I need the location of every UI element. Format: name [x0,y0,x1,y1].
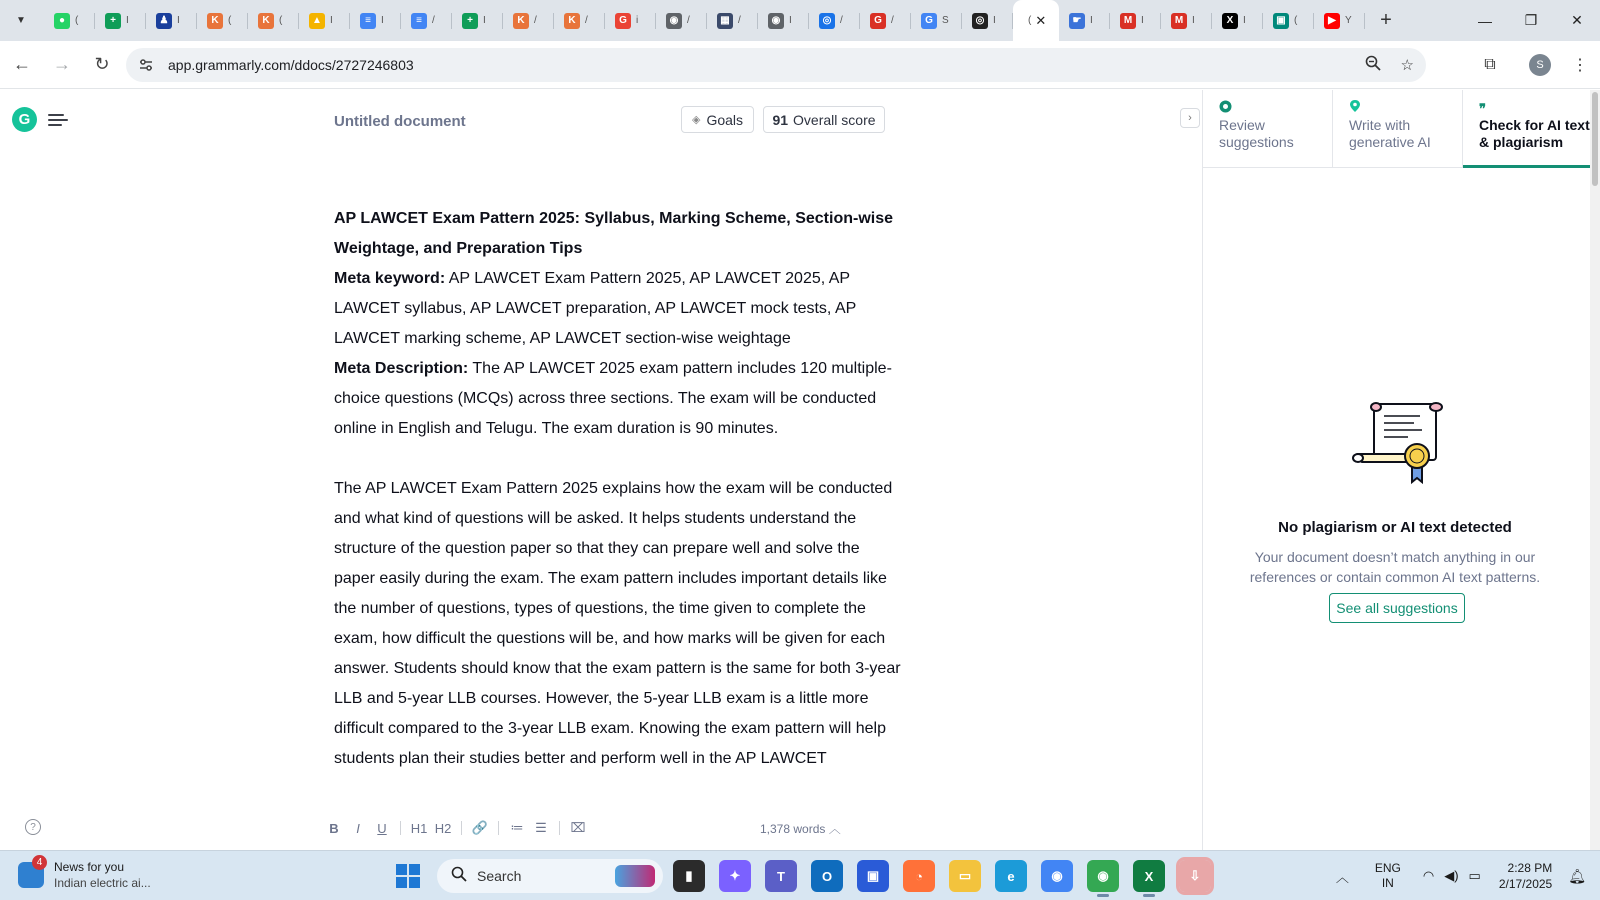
gmail-icon: M [1171,13,1187,29]
panel-tabs [1203,90,1600,168]
tab-title-fragment: / [687,15,690,26]
meta-description-paragraph [334,354,904,444]
address-bar[interactable] [126,48,1426,82]
docs-icon: ≡ [360,13,376,29]
battery-icon: ▭ [1468,868,1481,883]
sheets-icon: + [105,13,121,29]
browser-tab-5[interactable] [299,0,350,41]
meta-description-text: The AP LAWCET 2025 exam pattern includes 120 multiple-choice questions (MCQs) across three sections. The exam will be conducted online in English and Telugu. The exam duration is 90 minutes. [334,360,892,437]
browser-tab-9[interactable] [503,0,554,41]
site-info-icon[interactable] [138,57,154,73]
language-code: ENG [1374,861,1401,875]
zoom-icon[interactable] [1365,55,1381,75]
meet-icon: ▣ [1273,13,1289,29]
clock[interactable] [1499,860,1552,892]
meta-keyword-label: Meta keyword: [334,270,446,287]
goals-button[interactable] [681,106,754,133]
ordered-list-button[interactable]: ≔ [510,820,524,835]
scroll-certificate-icon [1350,400,1445,490]
bullet-list-button[interactable]: ☰ [535,820,547,835]
region-code: IN [1381,876,1394,890]
heading2-button[interactable]: H2 [434,820,452,836]
tab-title-fragment: I [1141,15,1144,26]
arrow-right-icon: → [53,54,71,74]
browser-tab-17[interactable] [911,0,962,41]
browser-tab-after-2[interactable] [1161,0,1212,41]
score-value: 91 [772,111,789,128]
browser-tab-10[interactable] [554,0,605,41]
taskbar-app-downloader[interactable]: ⇩ [1179,860,1211,892]
youtube-icon: ▶ [1324,13,1340,29]
tab-title-fragment: ( [1028,15,1032,26]
browser-tab-14[interactable] [758,0,809,41]
google-icon: G [615,13,631,29]
search-icon [451,866,467,887]
search-highlight-icon [615,865,655,887]
reload-icon: ↻ [94,54,110,74]
browser-tab-12[interactable] [656,0,707,41]
news-title: News for you [54,860,125,874]
browser-menu-button[interactable] [1560,45,1600,85]
tab-title-fragment: I [1090,15,1093,26]
word-count-text: 1,378 words [760,822,826,836]
toolbar-divider [461,821,462,835]
help-icon[interactable]: ? [25,819,41,835]
tab-check-ai-plagiarism[interactable] [1463,90,1593,168]
formatting-toolbar [322,816,590,840]
see-all-suggestions-button[interactable]: See all suggestions [1329,593,1465,623]
volume-icon: ◀) [1444,868,1459,883]
browser-tab-6[interactable] [350,0,401,41]
cart-icon: ▦ [717,13,733,29]
tab-title-fragment: S [942,15,949,26]
taskbar-app-chrome-profile[interactable]: ◉ [1087,860,1119,892]
tab-label: Check for AI text & plagiarism [1479,117,1590,150]
tab-review-suggestions[interactable] [1203,90,1333,168]
taskbar-app-outlook[interactable]: O [811,860,843,892]
browser-tab-7[interactable] [401,0,452,41]
tab-label: Review suggestions [1219,117,1294,150]
browser-toolbar [0,41,1600,89]
meta-description-label: Meta Description: [334,360,469,377]
k-logo-icon: K [513,13,529,29]
tab-title-fragment: I [381,15,384,26]
tab-list [44,0,1365,41]
globe-icon: ◉ [666,13,682,29]
chevron-up-icon: ︿ [828,822,841,836]
goals-label: Goals [706,111,744,128]
k-logo-icon: K [564,13,580,29]
tab-title-fragment: I [789,15,792,26]
notification-badge: 4 [32,855,47,870]
clock-date: 2/17/2025 [1498,877,1553,891]
close-tab-icon[interactable]: ✕ [1035,12,1047,28]
word-count[interactable] [760,820,841,837]
person-icon: ♟ [156,13,172,29]
tab-title-fragment: / [840,15,843,26]
wifi-icon: ◠ [1422,868,1435,883]
tab-title-fragment: i [636,15,639,26]
taskbar-app-excel[interactable]: X [1133,860,1165,892]
drive-icon: ▲ [309,13,325,29]
document-menu-icon[interactable] [48,110,68,130]
chevron-down-icon: ▼ [16,15,26,26]
news-widget[interactable] [18,859,151,891]
browser-tab-after-1[interactable] [1110,0,1161,41]
goals-icon: ◈ [691,114,701,126]
whatsapp-icon: ● [54,13,70,29]
browser-tab-4[interactable] [248,0,299,41]
taskbar-app-explorer[interactable]: ▭ [949,860,981,892]
kebab-menu-icon: ⋮ [1572,57,1588,74]
heading-text: AP LAWCET Exam Pattern 2025: Syllabus, Marking Scheme, Section-wise Weightage, and Preparation Tips [334,210,893,257]
system-icons[interactable] [1423,868,1481,884]
tab-title-fragment: ( [75,15,79,26]
new-tab-button[interactable]: + [1380,9,1392,31]
compass-icon: ◎ [819,13,835,29]
taskbar-app-teams[interactable]: T [765,860,797,892]
tab-write-generative-ai[interactable] [1333,90,1463,168]
taskbar-app-firefox[interactable]: ◔ [903,860,935,892]
omnibox-actions [1365,48,1414,82]
grammarly-icon [1219,100,1332,114]
browser-tab-0[interactable] [44,0,95,41]
back-button[interactable] [4,47,40,83]
taskbar-app-store[interactable]: ▣ [857,860,889,892]
taskbar-apps [673,860,1211,892]
bookmark-star-icon[interactable]: ☆ [1400,57,1414,74]
hand-icon: ☛ [1069,13,1085,29]
k-logo-icon: K [258,13,274,29]
browser-tab-13[interactable] [707,0,758,41]
tab-search-button[interactable] [8,8,34,34]
tab-title-fragment: / [585,15,588,26]
extensions-button[interactable] [1470,45,1510,85]
clock-time: 2:28 PM [1507,861,1553,875]
grammarly-logo[interactable]: G [12,107,37,132]
browser-tab-8[interactable] [452,0,503,41]
x-icon: X [1222,13,1238,29]
tab-title-fragment: I [993,15,996,26]
browser-tab-2[interactable] [146,0,197,41]
browser-tab-after-3[interactable] [1212,0,1263,41]
tab-label: Write with generative AI [1349,117,1431,150]
close-window-icon[interactable]: ✕ [1571,12,1583,28]
taskbar-app-chrome[interactable]: ◉ [1041,860,1073,892]
overall-score-button[interactable] [763,106,885,133]
forward-button[interactable] [44,47,80,83]
tab-title-fragment: I [177,15,180,26]
reload-button[interactable] [84,47,120,83]
windows-taskbar [0,850,1600,900]
toolbar-divider [498,821,499,835]
body-paragraph: The AP LAWCET Exam Pattern 2025 explains how the exam will be conducted and what kind of questions will be asked. It helps students understand the structure of the question paper so that they can prepare well and solve the paper easily during the exam. The exam pattern includes important details like the number of questions, types of questions, the time given to complete the exam, how difficult the questions will be, and how marks will be given for each answer. Students should know that the exam pattern is the same for both 3-year LLB and 5-year LLB courses. However, the 5-year LLB exam is a little more difficult compared to the 3-year LLB exam. Knowing the exam pattern will help students plan their studies better and perform well in the AP LAWCET [334,480,901,767]
bold-button[interactable]: B [329,820,339,836]
chevron-right-icon: › [1188,112,1192,124]
browser-tab-1[interactable] [95,0,146,41]
quote-icon: ❞ [1479,101,1486,116]
blank-line [334,444,904,474]
url-text: app.grammarly.com/ddocs/2727246803 [168,57,414,73]
openai-icon: ◎ [972,13,988,29]
arrow-left-icon: ← [13,54,31,74]
puzzle-icon: ⧉ [1484,56,1496,73]
underline-button[interactable]: U [377,820,387,836]
tab-title-fragment: I [1192,15,1195,26]
search-placeholder: Search [477,868,522,884]
document-title[interactable]: Untitled document [334,113,466,130]
taskbar-app-terminal[interactable]: ▮ [673,860,705,892]
empty-state-text: Your document doesn’t match anything in our references or contain common AI text patterns. [1249,549,1541,585]
minimize-icon[interactable]: — [1478,12,1492,29]
tab-title-fragment: / [891,15,894,26]
gmail-icon: M [1120,13,1136,29]
language-indicator[interactable] [1375,861,1401,891]
score-label: Overall score [793,111,876,128]
browser-toolbar-actions [1470,41,1600,89]
meta-keyword-paragraph [334,264,904,354]
system-tray [1336,851,1600,900]
news-subtitle: Indian electric ai... [54,876,151,890]
browser-tab-strip [0,0,1600,41]
clear-format-button[interactable]: ⌧ [570,820,586,835]
empty-state-title: No plagiarism or AI text detected [1278,519,1512,536]
tab-title-fragment: I [330,15,333,26]
browser-tab-after-5[interactable] [1314,0,1365,41]
tab-title-fragment: I [1243,15,1246,26]
browser-tab-3[interactable] [197,0,248,41]
tab-title-fragment: / [432,15,435,26]
grammarly-red-icon: G [870,13,886,29]
tab-title-fragment: I [126,15,129,26]
tab-title-fragment: ( [279,15,283,26]
browser-tab-11[interactable] [605,0,656,41]
italic-button[interactable]: I [356,820,360,836]
avatar: S [1529,54,1551,76]
browser-tab-15[interactable] [809,0,860,41]
taskbar-app-edge[interactable]: e [995,860,1027,892]
scrollbar-thumb[interactable] [1592,92,1598,186]
tab-title-fragment: Y [1345,15,1352,26]
browser-tab-18[interactable] [962,0,1013,41]
toolbar-divider [559,821,560,835]
heading1-button[interactable]: H1 [410,820,428,836]
news-text [54,859,151,891]
tab-title-fragment: I [483,15,486,26]
profile-button[interactable] [1520,45,1560,85]
browser-tab-active[interactable] [1013,0,1059,41]
chevron-up-icon[interactable]: ︿ [1335,869,1349,885]
browser-tab-16[interactable] [860,0,911,41]
document-heading [334,204,904,264]
tab-title-fragment: / [534,15,537,26]
k-logo-icon: K [207,13,223,29]
sparkle-pin-icon [1349,100,1462,114]
restore-icon[interactable]: ❐ [1524,12,1538,28]
browser-tab-after-4[interactable] [1263,0,1314,41]
toolbar-divider [400,821,401,835]
google-icon: G [921,13,937,29]
link-button[interactable]: 🔗 [471,820,489,835]
notification-bell-icon[interactable]: 🔔︎ [1568,867,1586,884]
meta-keyword-text: AP LAWCET Exam Pattern 2025, AP LAWCET 2025, AP LAWCET syllabus, AP LAWCET preparation, AP LAWCET mock tests, AP LAWCET marking scheme, AP LAWCET section-wise weightage [334,270,856,347]
taskbar-search[interactable] [437,859,663,893]
window-controls [1462,0,1600,41]
weather-news-icon [18,857,44,888]
tab-title-fragment: / [738,15,741,26]
tab-title-fragment: ( [1294,15,1298,26]
start-button[interactable] [396,864,420,888]
globe-icon: ◉ [768,13,784,29]
collapse-panel-button[interactable] [1180,108,1200,128]
tab-title-fragment: ( [228,15,232,26]
sheets-icon: + [462,13,478,29]
browser-tab-after-0[interactable] [1059,0,1110,41]
panel-scrollbar[interactable] [1590,90,1600,850]
document-editor[interactable] [334,204,904,804]
docs-icon: ≡ [411,13,427,29]
taskbar-app-copilot[interactable]: ✦ [719,860,751,892]
